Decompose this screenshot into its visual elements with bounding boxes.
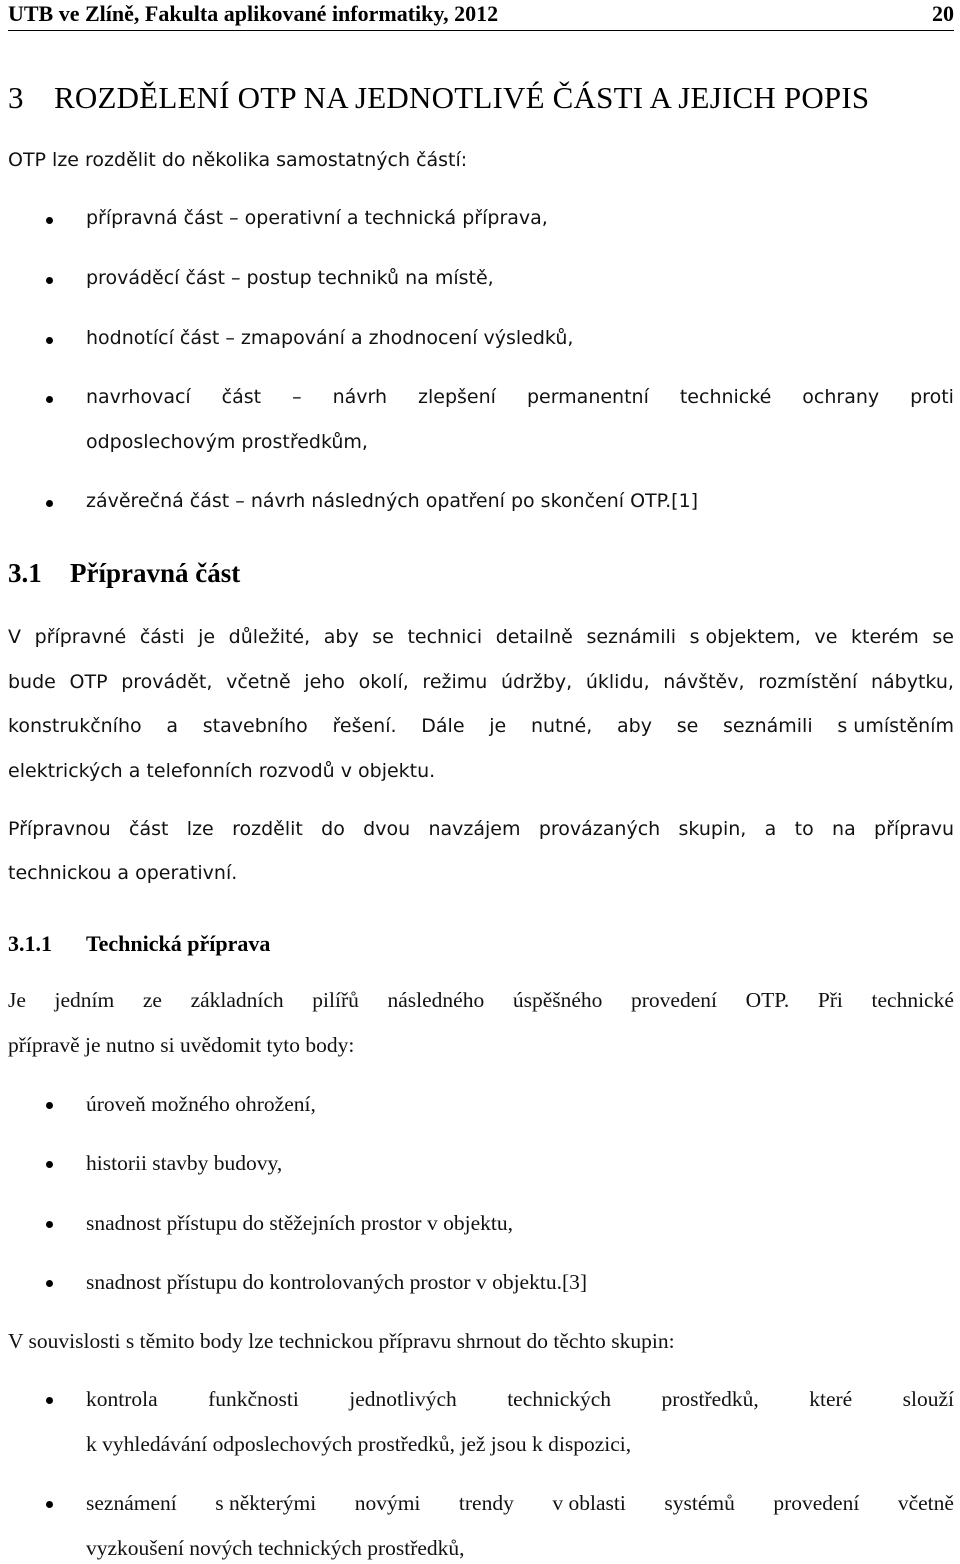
paragraph-line: V souvislosti s těmito body lze technickou přípravu shrnout do těchto skupin: <box>8 1329 675 1353</box>
bullet-icon <box>46 500 53 507</box>
paragraph-line: Přípravnou část lze rozdělit do dvou navzájem provázaných skupin, a to na přípravu <box>8 818 954 840</box>
chapter-number: 3 <box>8 80 24 115</box>
list-item: historii stavby budovy, <box>86 1151 283 1175</box>
running-header <box>8 0 954 31</box>
paragraph-line: bude OTP provádět, včetně jeho okolí, režimu údržby, úklidu, návštěv, rozmístění nábytku, <box>8 671 954 693</box>
chapter-title: ROZDĚLENÍ OTP NA JEDNOTLIVÉ ČÁSTI A JEJICH POPIS <box>54 80 870 115</box>
list-item: kontrola funkčnosti jednotlivých technických prostředků, které slouží <box>86 1387 954 1411</box>
intro-text: OTP lze rozdělit do několika samostatných částí: <box>8 149 468 171</box>
page-number: 20 <box>932 1 954 26</box>
paragraph-line: elektrických a telefonních rozvodů v objektu. <box>8 760 436 782</box>
bullet-icon <box>46 277 53 284</box>
paragraph-line: technickou a operativní. <box>8 862 238 884</box>
bullet-icon <box>46 337 53 344</box>
paragraph-line: přípravě je nutno si uvědomit tyto body: <box>8 1033 355 1057</box>
bullet-icon <box>46 1501 53 1508</box>
bullet-icon <box>46 396 53 403</box>
list-item: hodnotící část – zmapování a zhodnocení výsledků, <box>86 327 574 349</box>
list-item: přípravná část – operativní a technická příprava, <box>86 207 548 229</box>
paragraph-line: V přípravné části je důležité, aby se technici detailně seznámili s objektem, ve kterém se <box>8 626 954 648</box>
list-item: snadnost přístupu do kontrolovaných prostor v objektu.[3] <box>86 1270 588 1294</box>
list-item-continuation: odposlechovým prostředkům, <box>86 431 368 453</box>
bullet-icon <box>46 1280 53 1287</box>
chapter-heading <box>8 80 869 116</box>
list-item: navrhovací část – návrh zlepšení permanentní technické ochrany proti <box>86 386 954 408</box>
subsection-number: 3.1.1 <box>8 931 52 956</box>
section-heading <box>8 558 240 589</box>
list-item: seznámení s některými novými trendy v oblasti systémů provedení včetně <box>86 1491 954 1515</box>
section-title: Přípravná část <box>70 558 241 588</box>
bullet-icon <box>46 1102 53 1109</box>
list-item-continuation: k vyhledávání odposlechových prostředků, jež jsou k dispozici, <box>86 1432 632 1456</box>
bullet-icon <box>46 217 53 224</box>
paragraph-line: konstrukčního a stavebního řešení. Dále je nutné, aby se seznámili s umístěním <box>8 715 954 737</box>
list-item: snadnost přístupu do stěžejních prostor v objektu, <box>86 1211 513 1235</box>
list-item-continuation: vyzkoušení nových technických prostředků, <box>86 1536 465 1560</box>
paragraph-line: Je jedním ze základních pilířů následného úspěšného provedení OTP. Při technické <box>8 988 954 1012</box>
section-number: 3.1 <box>8 558 42 588</box>
list-item: úroveň možného ohrožení, <box>86 1092 316 1116</box>
bullet-icon <box>46 1397 53 1404</box>
header-title: UTB ve Zlíně, Fakulta aplikované informatiky, 2012 <box>8 1 499 26</box>
subsection-heading <box>8 931 270 957</box>
list-item: závěrečná část – návrh následných opatření po skončení OTP.[1] <box>86 490 699 512</box>
list-item: prováděcí část – postup techniků na místě, <box>86 267 494 289</box>
bullet-icon <box>46 1221 53 1228</box>
bullet-icon <box>46 1161 53 1168</box>
subsection-title: Technická příprava <box>86 931 271 956</box>
